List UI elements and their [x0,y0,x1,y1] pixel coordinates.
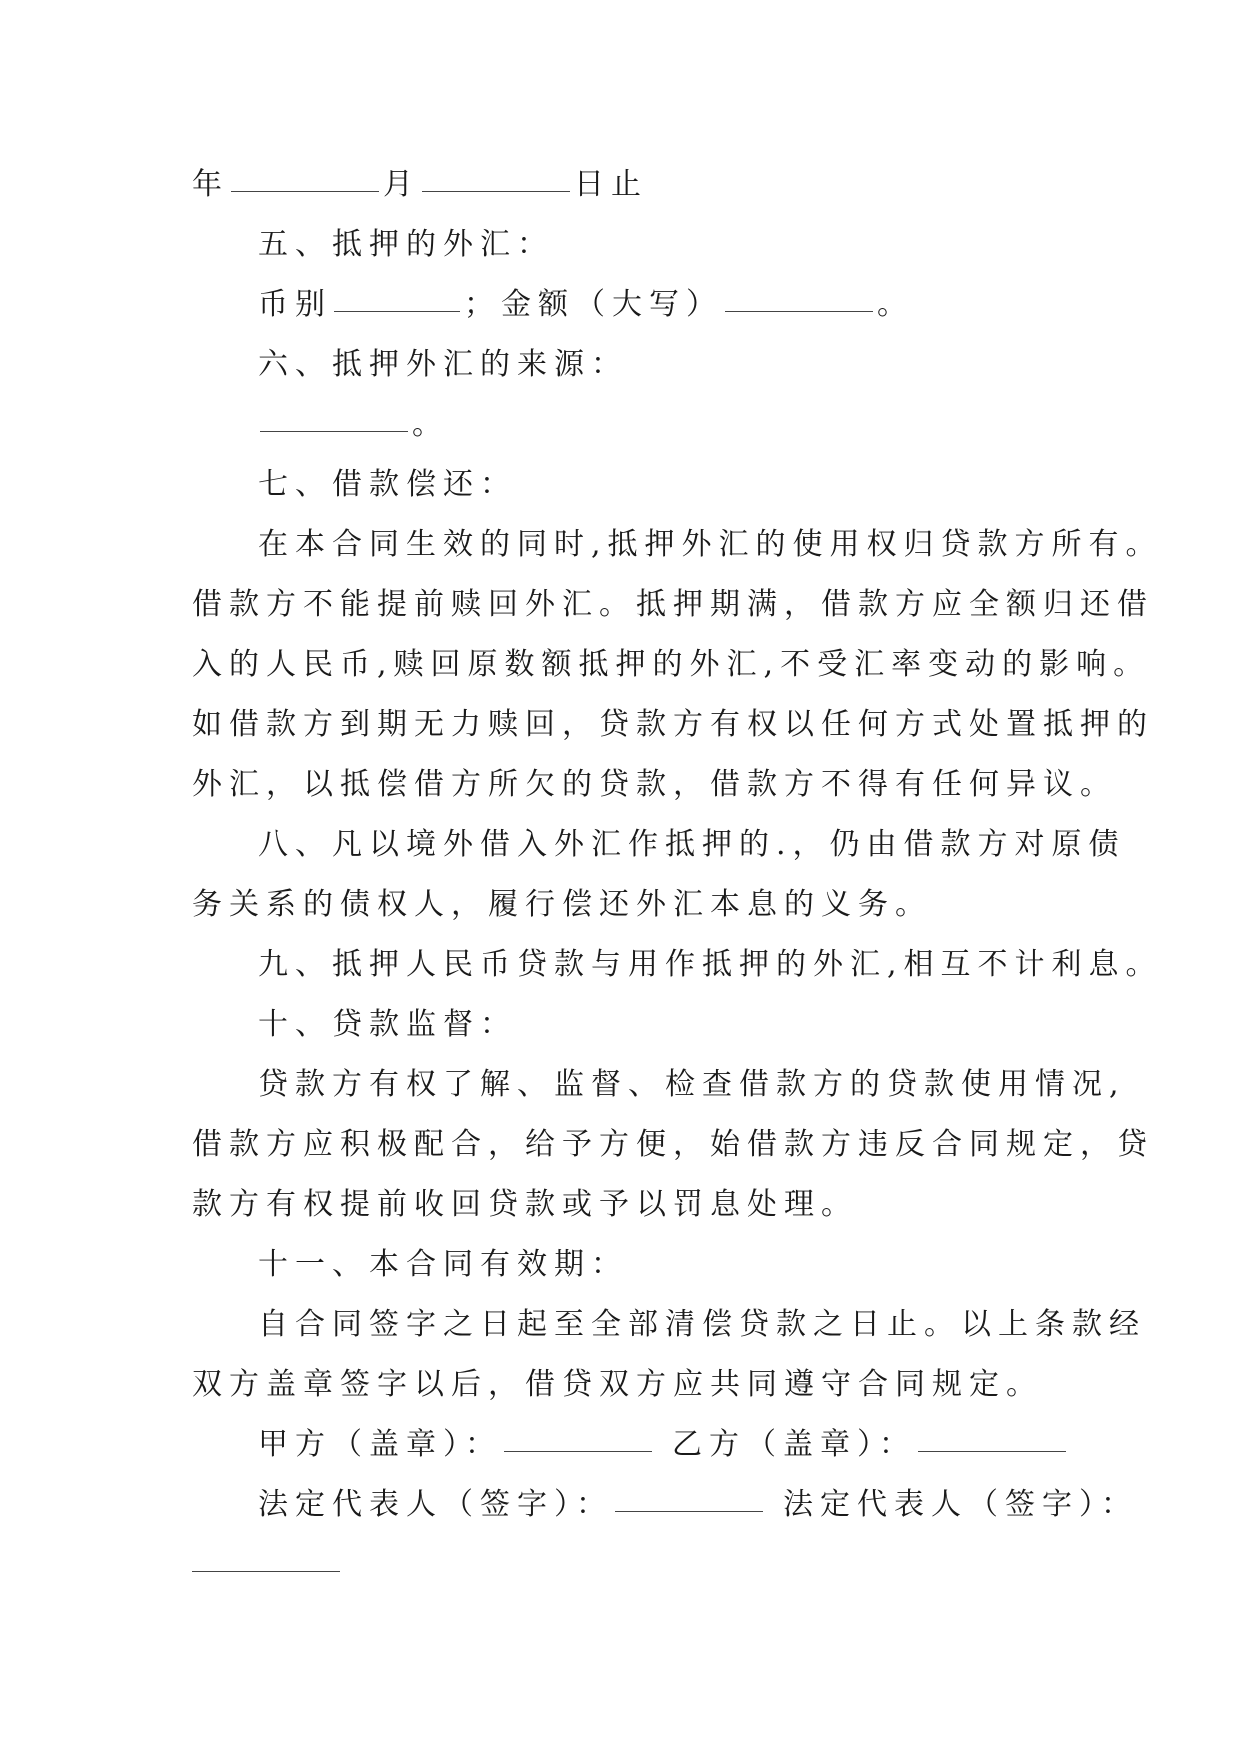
section-9: 九、抵押人民币贷款与用作抵押的外汇,相互不计利息。 [258,947,1163,982]
currency-blank [334,310,460,312]
source-end: 。 [412,407,449,442]
section-5-currency-line [192,275,1062,335]
section-10-line: 款方有权提前收回贷款或予以罚息处理。 [192,1187,858,1222]
currency-label: 币别 [258,287,332,322]
amount-label: ；金额（大写） [464,287,723,322]
party-b-label: 乙方（盖章）： [672,1427,916,1462]
section-6-title: 六、抵押外汇的来源： [258,347,628,382]
section-11-line: 自合同签字之日起至全部清偿贷款之日止。以上条款经 [258,1307,1146,1342]
party-a-label: 甲方（盖章）： [258,1427,502,1462]
year-label: 年 [192,167,229,202]
section-11-title: 十一、本合同有效期： [258,1247,628,1282]
section-6-source-line [192,395,1062,455]
party-b-blank [918,1450,1066,1452]
section-5-title: 五、抵押的外汇： [258,227,554,262]
section-8-line: 务关系的债权人，履行偿还外汇本息的义务。 [192,887,932,922]
section-10-line: 借款方应积极配合，给予方便，始借款方违反合同规定，贷 [192,1127,1154,1162]
section-7-line: 外汇，以抵偿借方所欠的贷款，借款方不得有任何异议。 [192,767,1117,802]
contract-body [192,155,1163,1595]
section-7-line: 入的人民币,赎回原数额抵押的外汇,不受汇率变动的影响。 [192,647,1151,682]
amount-end: 。 [877,287,914,322]
rep-b-blank [192,1570,340,1572]
rep-b-blank-line [192,1535,1062,1595]
section-10-line: 贷款方有权了解、监督、检查借款方的贷款使用情况, [258,1067,1126,1102]
section-7-title: 七、借款偿还： [258,467,517,502]
section-11-line: 双方盖章签字以后，借贷双方应共同遵守合同规定。 [192,1367,1043,1402]
rep-a-label: 法定代表人（签字）： [258,1487,613,1522]
party-a-blank [504,1450,652,1452]
section-7-line: 借款方不能提前赎回外汇。抵押期满，借款方应全额归还借 [192,587,1154,622]
month-label: 月 [383,167,420,202]
rep-b-label: 法定代表人（签字）： [783,1487,1138,1522]
date-end-label: 日止 [574,167,648,202]
section-7-line: 如借款方到期无力赎回，贷款方有权以任何方式处置抵押的 [192,707,1154,742]
month-blank [422,190,570,192]
signature-rep-line [192,1475,1138,1535]
source-blank [260,430,408,432]
section-8-line: 八、凡以境外借入外汇作抵押的.，仍由借款方对原债 [258,827,1126,862]
signature-party-line [192,1415,1062,1475]
rep-a-blank [615,1510,763,1512]
section-7-line: 在本合同生效的同时,抵押外汇的使用权归贷款方所有。 [258,527,1163,562]
year-blank [231,190,379,192]
amount-blank [725,310,873,312]
section-10-title: 十、贷款监督： [258,1007,517,1042]
date-line [192,155,1062,215]
